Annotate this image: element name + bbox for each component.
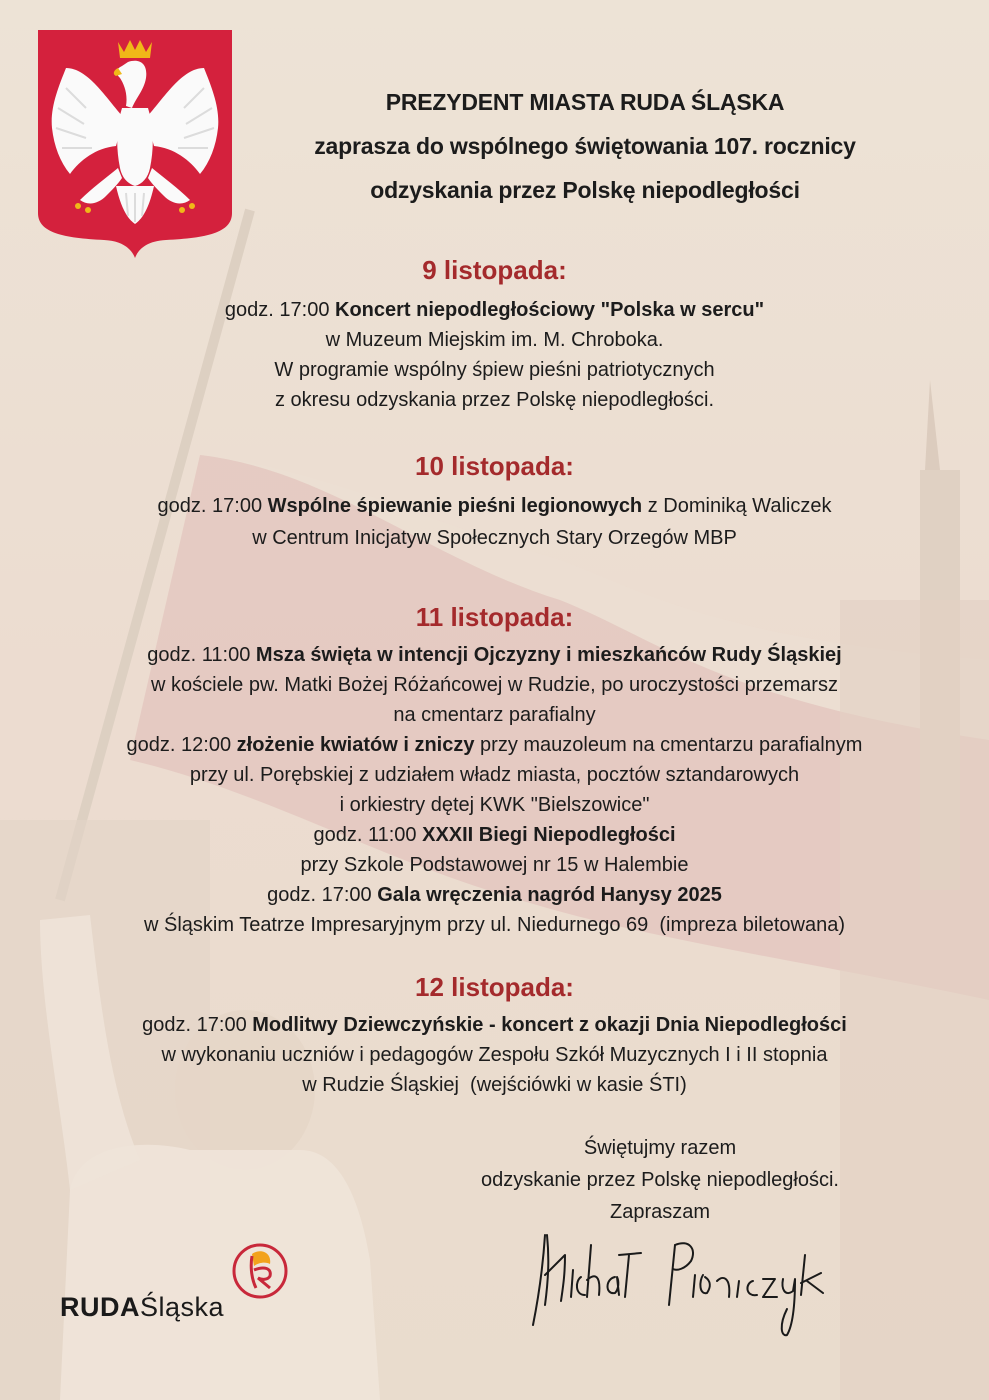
header-subtitle: zaprasza do wspólnego świętowania 107. rocznicy bbox=[314, 133, 856, 159]
ruda-slaska-logo bbox=[60, 1240, 300, 1330]
event-line: godz. 17:00 Koncert niepodległościowy "Polska w sercu" bbox=[224, 299, 765, 321]
header-title: PREZYDENT MIASTA RUDA ŚLĄSKA bbox=[385, 89, 785, 115]
header-subtitle-2: odzyskania przez Polskę niepodległości bbox=[370, 177, 800, 203]
event-line: i orkiestry dętej KWK "Bielszowice" bbox=[339, 794, 650, 816]
invitation-header bbox=[260, 80, 989, 212]
event-line: w Centrum Inicjatyw Społecznych Stary Orzegów MBP bbox=[252, 527, 737, 549]
day-section-11-november bbox=[0, 600, 989, 940]
day-section-10-november bbox=[0, 449, 989, 553]
event-line: w Rudzie Śląskiej (wejściówki w kasie ŚTI) bbox=[302, 1074, 687, 1096]
event-line: W programie wspólny śpiew pieśni patriotycznych bbox=[274, 359, 715, 381]
event-line: w Muzeum Miejskim im. M. Chroboka. bbox=[325, 329, 664, 351]
event-line: godz. 11:00 Msza święta w intencji Ojczyzny i mieszkańców Rudy Śląskiej bbox=[147, 644, 842, 666]
mayor-signature-icon bbox=[525, 1225, 835, 1340]
ruda-slaska-emblem-icon bbox=[230, 1240, 290, 1300]
closing-line: Zapraszam bbox=[609, 1201, 711, 1223]
closing-line: odzyskanie przez Polskę niepodległości. bbox=[481, 1169, 839, 1191]
closing-message bbox=[430, 1132, 890, 1228]
event-line: godz. 17:00 Gala wręczenia nagród Hanysy 2025 bbox=[267, 884, 722, 906]
event-line: z okresu odzyskania przez Polskę niepodległości. bbox=[274, 389, 715, 411]
day-section-9-november bbox=[0, 253, 989, 415]
event-line: na cmentarz parafialny bbox=[393, 704, 596, 726]
logo-wordmark: RUDAŚląska bbox=[60, 1292, 225, 1322]
event-line: przy ul. Porębskiej z udziałem władz miasta, pocztów sztandarowych bbox=[189, 764, 800, 786]
event-line: przy Szkole Podstawowej nr 15 w Halembie bbox=[300, 854, 689, 876]
event-line: w Śląskim Teatrze Impresaryjnym przy ul. Niedurnego 69 (impreza biletowana) bbox=[143, 914, 845, 936]
day-title: 11 listopada: bbox=[415, 602, 574, 632]
event-line: w wykonaniu uczniów i pedagogów Zespołu Szkół Muzycznych I i II stopnia bbox=[161, 1044, 828, 1066]
event-line: w kościele pw. Matki Bożej Różańcowej w Rudzie, po uroczystości przemarsz bbox=[151, 674, 838, 696]
event-line: godz. 11:00 XXXII Biegi Niepodległości bbox=[313, 824, 676, 846]
event-line: godz. 12:00 złożenie kwiatów i zniczy przy mauzoleum na cmentarzu parafialnym bbox=[126, 734, 863, 756]
day-title: 9 listopada: bbox=[422, 255, 567, 285]
day-title: 12 listopada: bbox=[415, 972, 574, 1002]
event-line: godz. 17:00 Wspólne śpiewanie pieśni legionowych z Dominiką Waliczek bbox=[157, 495, 832, 517]
event-line: godz. 17:00 Modlitwy Dziewczyńskie - koncert z okazji Dnia Niepodległości bbox=[142, 1014, 847, 1036]
closing-line: Świętujmy razem bbox=[583, 1137, 737, 1159]
day-section-12-november bbox=[0, 970, 989, 1100]
day-title: 10 listopada: bbox=[415, 451, 574, 481]
